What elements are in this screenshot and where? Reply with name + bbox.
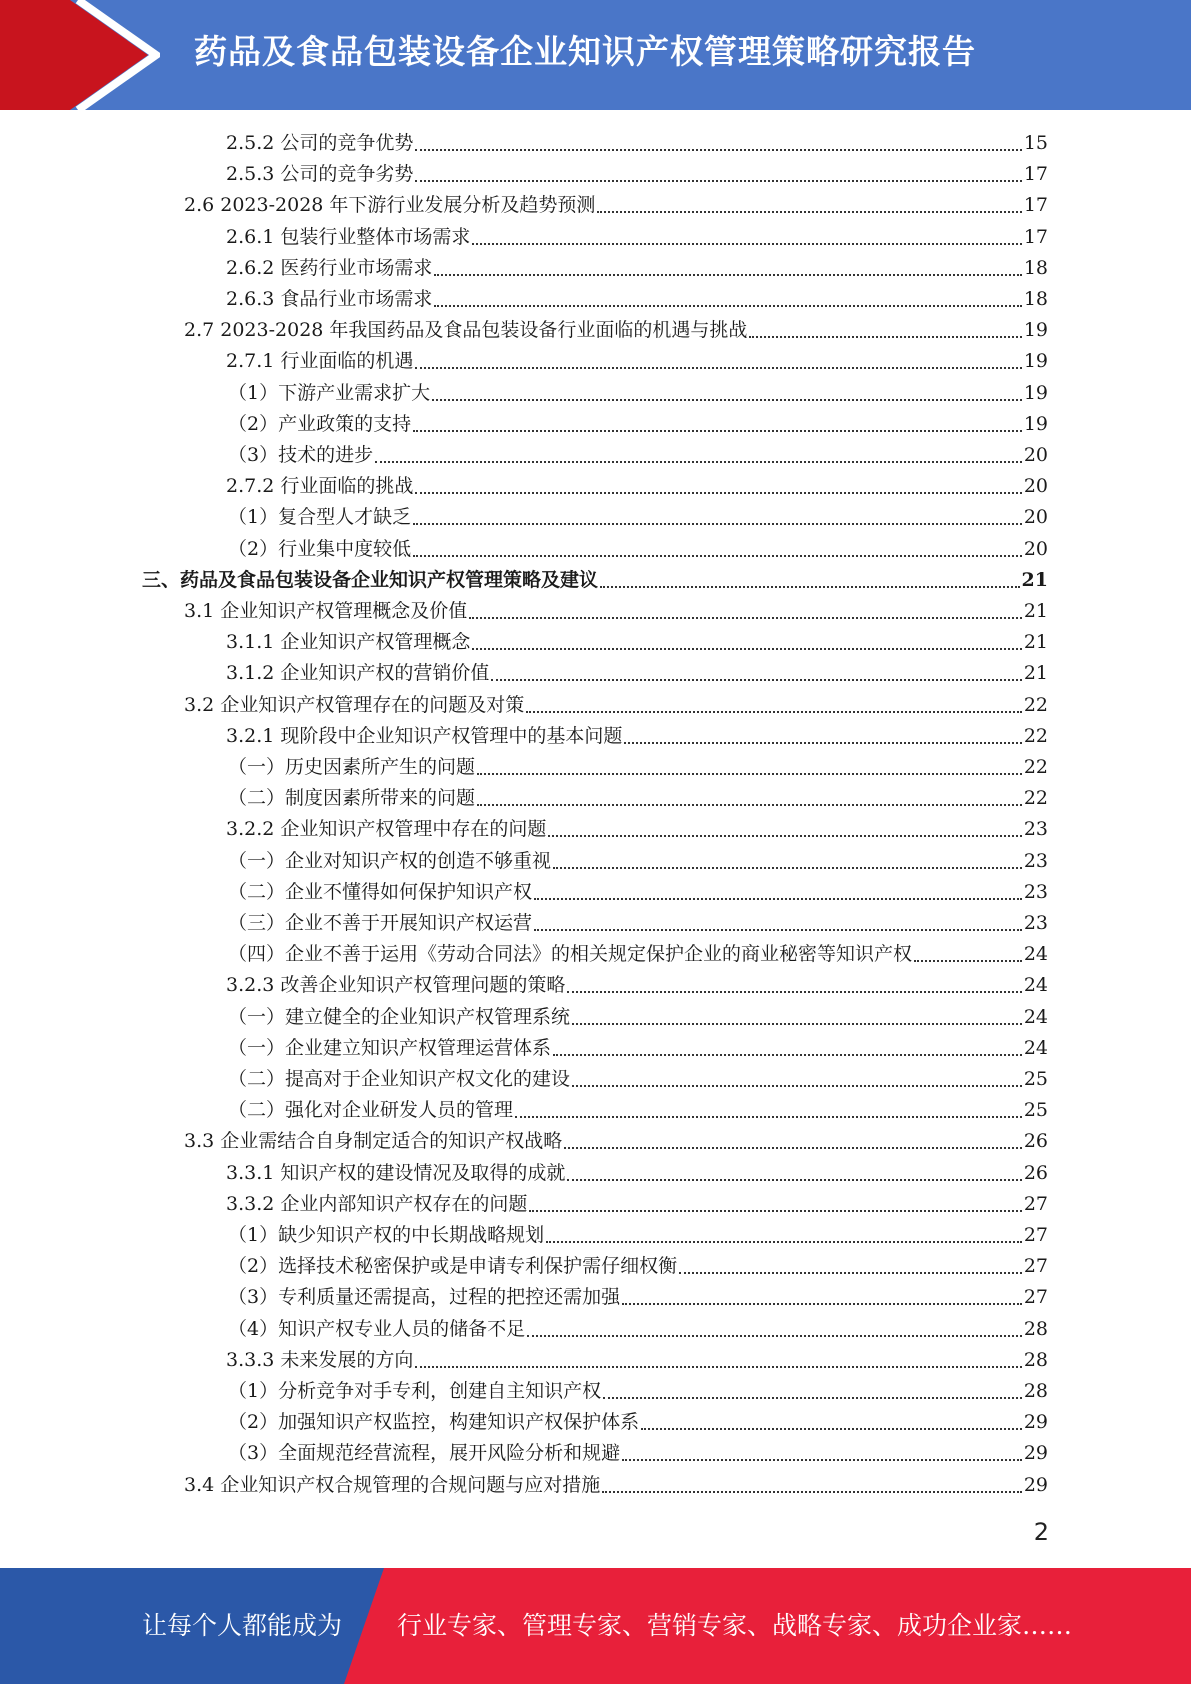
- toc-leader-dots: [432, 398, 1022, 401]
- toc-entry[interactable]: [226, 1158, 1048, 1189]
- toc-entry-page: 17: [1023, 225, 1048, 248]
- toc-entry-page: 19: [1023, 319, 1048, 342]
- toc-entry-page: 24: [1023, 1005, 1048, 1028]
- toc-entry-page: 20: [1023, 444, 1048, 466]
- toc-leader-dots: [602, 1490, 1022, 1493]
- toc-entry-page: 26: [1023, 1161, 1048, 1184]
- toc-leader-dots: [622, 1302, 1022, 1305]
- toc-leader-dots: [491, 678, 1021, 681]
- toc-entry[interactable]: [184, 690, 1048, 721]
- toc-entry-title: 2.6.2 医药行业市场需求: [226, 256, 433, 279]
- toc-leader-dots: [622, 1458, 1022, 1461]
- toc-entry[interactable]: [228, 502, 1048, 533]
- toc-entry-title: 3.1 企业知识产权管理概念及价值: [184, 600, 468, 622]
- toc-entry-title: 3.2.1 现阶段中企业知识产权管理中的基本问题: [226, 724, 623, 747]
- toc-entry-page: 26: [1023, 1130, 1048, 1153]
- toc-leader-dots: [415, 366, 1021, 369]
- toc-entry-title: （二）企业不懂得如何保护知识产权: [228, 880, 533, 903]
- toc-leader-dots: [553, 1053, 1022, 1056]
- toc-leader-dots: [641, 1427, 1022, 1430]
- toc-entry[interactable]: [228, 1407, 1048, 1438]
- toc-entry-page: 28: [1023, 1348, 1048, 1371]
- toc-entry-page: 29: [1023, 1442, 1048, 1465]
- toc-entry[interactable]: [226, 471, 1048, 502]
- toc-leader-dots: [572, 1022, 1022, 1025]
- report-title: 药品及食品包装设备企业知识产权管理策略研究报告: [194, 32, 976, 71]
- toc-entry[interactable]: [228, 752, 1048, 783]
- toc-entry[interactable]: [228, 846, 1048, 877]
- toc-entry[interactable]: [228, 1282, 1048, 1313]
- toc-entry[interactable]: [142, 565, 1048, 596]
- toc-entry-title: 3.1.2 企业知识产权的营销价值: [226, 662, 490, 685]
- toc-entry-page: 23: [1023, 849, 1048, 872]
- toc-entry[interactable]: [228, 1033, 1048, 1064]
- toc-entry-page: 22: [1023, 787, 1048, 810]
- toc-entry-page: 21: [1021, 568, 1048, 591]
- toc-leader-dots: [603, 1396, 1022, 1399]
- toc-entry-title: 2.6 2023-2028 年下游行业发展分析及趋势预测: [184, 194, 596, 217]
- toc-leader-dots: [529, 1209, 1021, 1212]
- toc-leader-dots: [375, 460, 1022, 463]
- toc-leader-dots: [600, 585, 1020, 588]
- toc-entry-title: 3.1.1 企业知识产权管理概念: [226, 631, 471, 654]
- toc-leader-dots: [597, 210, 1021, 213]
- footer-slogan-left: 让每个人都能成为: [142, 1611, 343, 1640]
- toc-entry-title: 2.5.2 公司的竞争优势: [226, 132, 414, 154]
- toc-entry-page: 25: [1023, 1099, 1048, 1122]
- toc-entry-page: 19: [1023, 350, 1048, 373]
- toc-entry[interactable]: [226, 253, 1048, 284]
- toc-entry[interactable]: [226, 284, 1048, 315]
- toc-leader-dots: [477, 803, 1022, 806]
- footer-slogan-right: 行业专家、管理专家、营销专家、战略专家、成功企业家……: [397, 1611, 1073, 1640]
- toc-entry[interactable]: [184, 1470, 1048, 1501]
- toc-entry[interactable]: [228, 1095, 1048, 1126]
- toc-entry-title: （2）行业集中度较低: [228, 537, 412, 560]
- toc-entry-page: 18: [1023, 288, 1048, 310]
- toc-entry-page: 24: [1023, 1036, 1048, 1059]
- toc-leader-dots: [567, 990, 1021, 993]
- toc-entry-title: （1）缺少知识产权的中长期战略规划: [228, 1224, 545, 1246]
- toc-entry-page: 23: [1023, 912, 1048, 934]
- toc-entry-page: 20: [1023, 537, 1048, 560]
- toc-entry-title: （一）建立健全的企业知识产权管理系统: [228, 1005, 571, 1028]
- toc-entry-title: 3.4 企业知识产权合规管理的合规问题与应对措施: [184, 1473, 601, 1496]
- toc-leader-dots: [567, 1178, 1021, 1181]
- toc-entry[interactable]: [228, 1251, 1048, 1282]
- toc-entry[interactable]: [228, 1314, 1048, 1345]
- toc-entry[interactable]: [226, 814, 1048, 845]
- toc-leader-dots: [548, 834, 1021, 837]
- toc-leader-dots: [527, 1334, 1022, 1337]
- toc-entry-title: 三、药品及食品包装设备企业知识产权管理策略及建议: [142, 568, 599, 591]
- toc-entry[interactable]: [184, 190, 1048, 221]
- toc-entry[interactable]: [226, 128, 1048, 159]
- toc-entry[interactable]: [228, 1438, 1048, 1469]
- toc-entry[interactable]: [228, 939, 1048, 970]
- toc-entry-title: 2.6.3 食品行业市场需求: [226, 288, 433, 310]
- toc-entry[interactable]: [228, 440, 1048, 471]
- toc-entry[interactable]: [228, 1064, 1048, 1095]
- toc-entry-page: 22: [1023, 724, 1048, 747]
- toc-entry[interactable]: [226, 346, 1048, 377]
- toc-entry-page: 20: [1023, 475, 1048, 498]
- toc-leader-dots: [624, 741, 1021, 744]
- toc-entry[interactable]: [228, 1002, 1048, 1033]
- toc-entry-title: （二）强化对企业研发人员的管理: [228, 1099, 514, 1122]
- toc-entry-title: （2）产业政策的支持: [228, 412, 412, 435]
- toc-entry-title: （二）制度因素所带来的问题: [228, 787, 476, 810]
- toc-entry-page: 22: [1023, 756, 1048, 778]
- toc-entry-title: （一）企业对知识产权的创造不够重视: [228, 849, 552, 872]
- toc-leader-dots: [534, 928, 1022, 931]
- toc-leader-dots: [546, 1240, 1022, 1243]
- toc-entry-title: 3.3.1 知识产权的建设情况及取得的成就: [226, 1161, 566, 1184]
- toc-entry[interactable]: [228, 534, 1048, 565]
- toc-entry-page: 27: [1023, 1286, 1048, 1309]
- toc-entry-title: 2.6.1 包装行业整体市场需求: [226, 225, 471, 248]
- toc-entry-title: （一）企业建立知识产权管理运营体系: [228, 1036, 552, 1059]
- toc-leader-dots: [415, 1365, 1021, 1368]
- toc-leader-dots: [572, 1084, 1022, 1087]
- toc-entry-title: 2.5.3 公司的竞争劣势: [226, 163, 414, 186]
- toc-entry[interactable]: [226, 222, 1048, 253]
- toc-leader-dots: [472, 647, 1021, 650]
- toc-entry-page: 21: [1023, 600, 1048, 622]
- toc-entry-page: 29: [1023, 1411, 1048, 1434]
- toc-entry-page: 27: [1023, 1255, 1048, 1278]
- toc-entry-page: 23: [1023, 880, 1048, 903]
- toc-leader-dots: [477, 772, 1022, 775]
- toc-entry-title: （1）复合型人才缺乏: [228, 506, 412, 529]
- toc-entry-page: 21: [1023, 631, 1048, 654]
- toc-leader-dots: [914, 959, 1022, 962]
- toc-entry-page: 18: [1023, 256, 1048, 279]
- toc-leader-dots: [564, 1146, 1022, 1149]
- toc-leader-dots: [434, 304, 1021, 307]
- toc-entry[interactable]: [226, 1345, 1048, 1376]
- toc-leader-dots: [415, 491, 1021, 494]
- toc-entry-title: （一）历史因素所产生的问题: [228, 756, 476, 778]
- toc-entry-title: （1）下游产业需求扩大: [228, 381, 431, 404]
- toc-entry-title: 2.7.1 行业面临的机遇: [226, 350, 414, 373]
- toc-leader-dots: [413, 429, 1022, 432]
- toc-entry-title: （三）企业不善于开展知识产权运营: [228, 912, 533, 934]
- toc-entry-page: 19: [1023, 412, 1048, 435]
- toc-entry-page: 25: [1023, 1068, 1048, 1090]
- toc-entry-page: 21: [1023, 662, 1048, 685]
- toc-entry-title: 2.7 2023-2028 年我国药品及食品包装设备行业面临的机遇与挑战: [184, 319, 748, 342]
- toc-entry[interactable]: [226, 627, 1048, 658]
- toc-entry-page: 17: [1023, 163, 1048, 186]
- toc-entry[interactable]: [226, 658, 1048, 689]
- toc-entry[interactable]: [226, 1189, 1048, 1220]
- toc-entry-title: 2.7.2 行业面临的挑战: [226, 475, 414, 498]
- toc-entry-page: 20: [1023, 506, 1048, 529]
- toc-leader-dots: [749, 335, 1021, 338]
- toc-entry-page: 24: [1023, 943, 1048, 966]
- toc-entry-title: （3）全面规范经营流程，展开风险分析和规避: [228, 1442, 621, 1465]
- page-number: 2: [1033, 1518, 1049, 1546]
- toc-leader-dots: [515, 1115, 1022, 1118]
- toc-entry-title: （1）分析竞争对手专利，创建自主知识产权: [228, 1380, 602, 1402]
- toc-leader-dots: [472, 242, 1021, 245]
- toc-entry-page: 22: [1023, 693, 1048, 716]
- toc-entry[interactable]: [226, 970, 1048, 1001]
- toc-entry-title: （3）专利质量还需提高，过程的把控还需加强: [228, 1286, 621, 1309]
- toc-leader-dots: [413, 554, 1022, 557]
- toc-entry-title: 3.2.2 企业知识产权管理中存在的问题: [226, 818, 547, 841]
- toc-entry[interactable]: [228, 783, 1048, 814]
- page-header: [0, 0, 1191, 110]
- toc-entry-page: 19: [1023, 381, 1048, 404]
- header-chevron-decoration: [0, 0, 160, 110]
- toc-entry-title: 3.3 企业需结合自身制定适合的知识产权战略: [184, 1130, 563, 1153]
- toc-entry-title: （2）加强知识产权监控，构建知识产权保护体系: [228, 1411, 640, 1434]
- toc-entry-title: 3.2 企业知识产权管理存在的问题及对策: [184, 693, 525, 716]
- toc-entry-page: 29: [1023, 1473, 1048, 1496]
- toc-leader-dots: [553, 866, 1022, 869]
- toc-entry-title: （3）技术的进步: [228, 444, 374, 466]
- toc-entry-page: 27: [1023, 1192, 1048, 1215]
- toc-entry[interactable]: [228, 409, 1048, 440]
- toc-leader-dots: [469, 616, 1022, 619]
- toc-entry[interactable]: [228, 908, 1048, 939]
- toc-entry[interactable]: [228, 1220, 1048, 1251]
- toc-entry-page: 27: [1023, 1224, 1048, 1246]
- toc-leader-dots: [413, 522, 1022, 525]
- page-footer: [0, 1568, 1191, 1684]
- toc-entry-page: 17: [1023, 194, 1048, 217]
- toc-entry[interactable]: [228, 1376, 1048, 1407]
- toc-entry-title: 3.3.3 未来发展的方向: [226, 1348, 414, 1371]
- toc-entry-title: （4）知识产权专业人员的储备不足: [228, 1317, 526, 1340]
- toc-entry[interactable]: [228, 877, 1048, 908]
- toc-entry-page: 23: [1023, 818, 1048, 841]
- toc-entry-page: 28: [1023, 1317, 1048, 1340]
- toc-leader-dots: [534, 897, 1022, 900]
- toc-leader-dots: [679, 1271, 1022, 1274]
- toc-entry-title: （二）提高对于企业知识产权文化的建设: [228, 1068, 571, 1090]
- toc-entry-page: 15: [1023, 132, 1048, 154]
- toc-entry-title: 3.2.3 改善企业知识产权管理问题的策略: [226, 974, 566, 997]
- toc-entry-page: 28: [1023, 1380, 1048, 1402]
- toc-leader-dots: [526, 710, 1022, 713]
- toc-entry-title: 3.3.2 企业内部知识产权存在的问题: [226, 1192, 528, 1215]
- toc-entry-title: （四）企业不善于运用《劳动合同法》的相关规定保护企业的商业秘密等知识产权: [228, 943, 913, 966]
- toc-entry[interactable]: [226, 159, 1048, 190]
- toc-entry[interactable]: [184, 596, 1048, 627]
- toc-entry[interactable]: [184, 1126, 1048, 1157]
- toc-entry[interactable]: [184, 315, 1048, 346]
- toc-entry[interactable]: [228, 378, 1048, 409]
- toc-entry[interactable]: [226, 721, 1048, 752]
- toc-leader-dots: [415, 179, 1021, 182]
- toc-leader-dots: [434, 273, 1021, 276]
- toc-entry-title: （2）选择技术秘密保护或是申请专利保护需仔细权衡: [228, 1255, 678, 1278]
- toc-leader-dots: [415, 148, 1021, 151]
- toc-entry-page: 24: [1023, 974, 1048, 997]
